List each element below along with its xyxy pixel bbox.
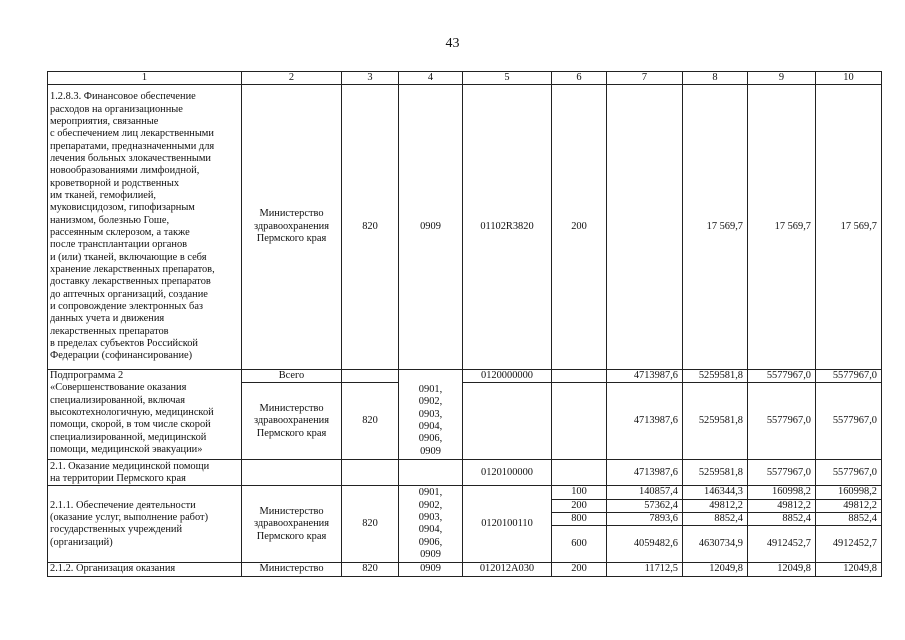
row-1-2-8-3-vr: 200 bbox=[552, 85, 607, 370]
row-2-1-1-sections: 0901, 0902, 0903, 0904, 0906, 0909 bbox=[399, 486, 463, 563]
empty-cell bbox=[552, 383, 607, 460]
row-2-1-2-c8: 12049,8 bbox=[683, 563, 748, 576]
subprogram-2-ministry-c10: 5577967,0 bbox=[816, 383, 882, 460]
row-2-1-2-vr: 200 bbox=[552, 563, 607, 576]
row-2-1-1-c10: 4912452,7 bbox=[816, 526, 882, 563]
header-cell: 6 bbox=[552, 72, 607, 85]
subprogram-2-ministry-c8: 5259581,8 bbox=[683, 383, 748, 460]
empty-cell bbox=[463, 383, 552, 460]
empty-cell bbox=[242, 460, 342, 486]
row-2-1-2-csr: 012012А030 bbox=[463, 563, 552, 576]
row-2-1-csr: 0120100000 bbox=[463, 460, 552, 486]
empty-cell bbox=[342, 460, 399, 486]
row-2-1-2-c9: 12049,8 bbox=[748, 563, 816, 576]
row-2-1-2-name: 2.1.2. Организация оказания bbox=[48, 563, 242, 576]
header-row bbox=[48, 72, 882, 85]
header-cell: 9 bbox=[748, 72, 816, 85]
header-cell: 3 bbox=[342, 72, 399, 85]
header-cell: 4 bbox=[399, 72, 463, 85]
row-1-2-8-3-ministry: Министерство здравоохранения Пермского края bbox=[242, 85, 342, 370]
row-1-2-8-3-grbs: 820 bbox=[342, 85, 399, 370]
row-2-1-1-c10: 160998,2 bbox=[816, 486, 882, 499]
row-2-1-2-c10: 12049,8 bbox=[816, 563, 882, 576]
subprogram-2-total-c7: 4713987,6 bbox=[607, 370, 683, 383]
empty-cell bbox=[399, 460, 463, 486]
subprogram-2-total-row bbox=[48, 370, 882, 383]
row-2-1-2 bbox=[48, 563, 882, 576]
row-2-1-c10: 5577967,0 bbox=[816, 460, 882, 486]
subprogram-2-ministry-c9: 5577967,0 bbox=[748, 383, 816, 460]
empty-cell bbox=[399, 370, 463, 383]
row-2-1-1-ministry: Министерство здравоохранения Пермского края bbox=[242, 486, 342, 563]
row-2-1-1-c7: 140857,4 bbox=[607, 486, 683, 499]
row-1-2-8-3-c10: 17 569,7 bbox=[816, 85, 882, 370]
subprogram-2-total-c9: 5577967,0 bbox=[748, 370, 816, 383]
empty-cell bbox=[342, 370, 399, 383]
empty-cell bbox=[552, 370, 607, 383]
row-2-1-2-grbs: 820 bbox=[342, 563, 399, 576]
row-2-1-c8: 5259581,8 bbox=[683, 460, 748, 486]
row-2-1-1-c9: 160998,2 bbox=[748, 486, 816, 499]
subprogram-2-total-c10: 5577967,0 bbox=[816, 370, 882, 383]
row-2-1-1-c8: 146344,3 bbox=[683, 486, 748, 499]
row-2-1-2-c7: 11712,5 bbox=[607, 563, 683, 576]
row-2-1-1-vr: 200 bbox=[552, 499, 607, 512]
subprogram-2-total-c8: 5259581,8 bbox=[683, 370, 748, 383]
header-cell: 1 bbox=[48, 72, 242, 85]
row-1-2-8-3-c9: 17 569,7 bbox=[748, 85, 816, 370]
row-2-1-c9: 5577967,0 bbox=[748, 460, 816, 486]
header-cell: 7 bbox=[607, 72, 683, 85]
row-2-1-1-grbs: 820 bbox=[342, 486, 399, 563]
empty-cell bbox=[552, 460, 607, 486]
row-2-1-1-c9: 4912452,7 bbox=[748, 526, 816, 563]
row-2-1-1-c8: 8852,4 bbox=[683, 513, 748, 526]
row-2-1-1-vr: 100 bbox=[552, 486, 607, 499]
row-2-1-c7: 4713987,6 bbox=[607, 460, 683, 486]
row-2-1-1-c7: 57362,4 bbox=[607, 499, 683, 512]
row-1-2-8-3-csr: 01102R3820 bbox=[463, 85, 552, 370]
row-2-1-1-c8: 49812,2 bbox=[683, 499, 748, 512]
subprogram-2-csr: 0120000000 bbox=[463, 370, 552, 383]
row-1-2-8-3 bbox=[48, 85, 882, 370]
row-2-1-2-ministry: Министерство bbox=[242, 563, 342, 576]
subprogram-2-name: Подпрограмма 2 «Совершенствование оказания специализированной, включая высокотехнологичную, медицинской помощи, скорой, в том числе скорой специализированной, медицинской помощи, медицинской эвакуации» bbox=[48, 370, 242, 460]
row-2-1-1-vr: 600 bbox=[552, 526, 607, 563]
row-2-1 bbox=[48, 460, 882, 486]
subprogram-2-ministry: Министерство здравоохранения Пермского края bbox=[242, 383, 342, 460]
row-2-1-1-csr: 0120100110 bbox=[463, 486, 552, 563]
page-number: 43 bbox=[445, 36, 460, 51]
row-2-1-1-c7: 4059482,6 bbox=[607, 526, 683, 563]
subprogram-2-ministry-c7: 4713987,6 bbox=[607, 383, 683, 460]
row-2-1-1-vr: 800 bbox=[552, 513, 607, 526]
header-cell: 2 bbox=[242, 72, 342, 85]
row-2-1-1-c8: 4630734,9 bbox=[683, 526, 748, 563]
subprogram-2-total-label: Всего bbox=[242, 370, 342, 383]
row-2-1-1 bbox=[48, 486, 882, 499]
header-cell: 5 bbox=[463, 72, 552, 85]
row-2-1-1-c7: 7893,6 bbox=[607, 513, 683, 526]
row-2-1-1-c10: 49812,2 bbox=[816, 499, 882, 512]
row-2-1-1-c9: 8852,4 bbox=[748, 513, 816, 526]
subprogram-2-sections: 0901, 0902, 0903, 0904, 0906, 0909 bbox=[399, 383, 463, 460]
budget-table bbox=[47, 71, 882, 577]
row-1-2-8-3-c8: 17 569,7 bbox=[683, 85, 748, 370]
row-2-1-name: 2.1. Оказание медицинской помощи на территории Пермского края bbox=[48, 460, 242, 486]
row-2-1-1-c9: 49812,2 bbox=[748, 499, 816, 512]
row-2-1-1-c10: 8852,4 bbox=[816, 513, 882, 526]
row-1-2-8-3-c7 bbox=[607, 85, 683, 370]
row-1-2-8-3-section: 0909 bbox=[399, 85, 463, 370]
row-1-2-8-3-name: 1.2.8.3. Финансовое обеспечение расходов на организационные мероприятия, связанные с обеспечением лиц лекарственными препаратами, предназначенными для лечения больных злокачественными новообразованиями лимфоидной, кроветворной и родственных им тканей, гемофилией, муковисцидозом, гипофизарным нанизмом, болезнью Гоше, рассеянным склерозом, а также после трансплантации органов и (или) тканей, включающие в себя хранение лекарственных препаратов, доставку лекарственных препаратов до аптечных организаций, создание и сопровождение электронных баз данных учета и движения лекарственных препаратов в пределах субъектов Российской Федерации (софинансирование) bbox=[48, 85, 242, 370]
header-cell: 10 bbox=[816, 72, 882, 85]
row-2-1-1-name: 2.1.1. Обеспечение деятельности (оказание услуг, выполнение работ) государственных учреждений (организаций) bbox=[48, 486, 242, 563]
header-cell: 8 bbox=[683, 72, 748, 85]
row-2-1-2-section: 0909 bbox=[399, 563, 463, 576]
subprogram-2-grbs: 820 bbox=[342, 383, 399, 460]
